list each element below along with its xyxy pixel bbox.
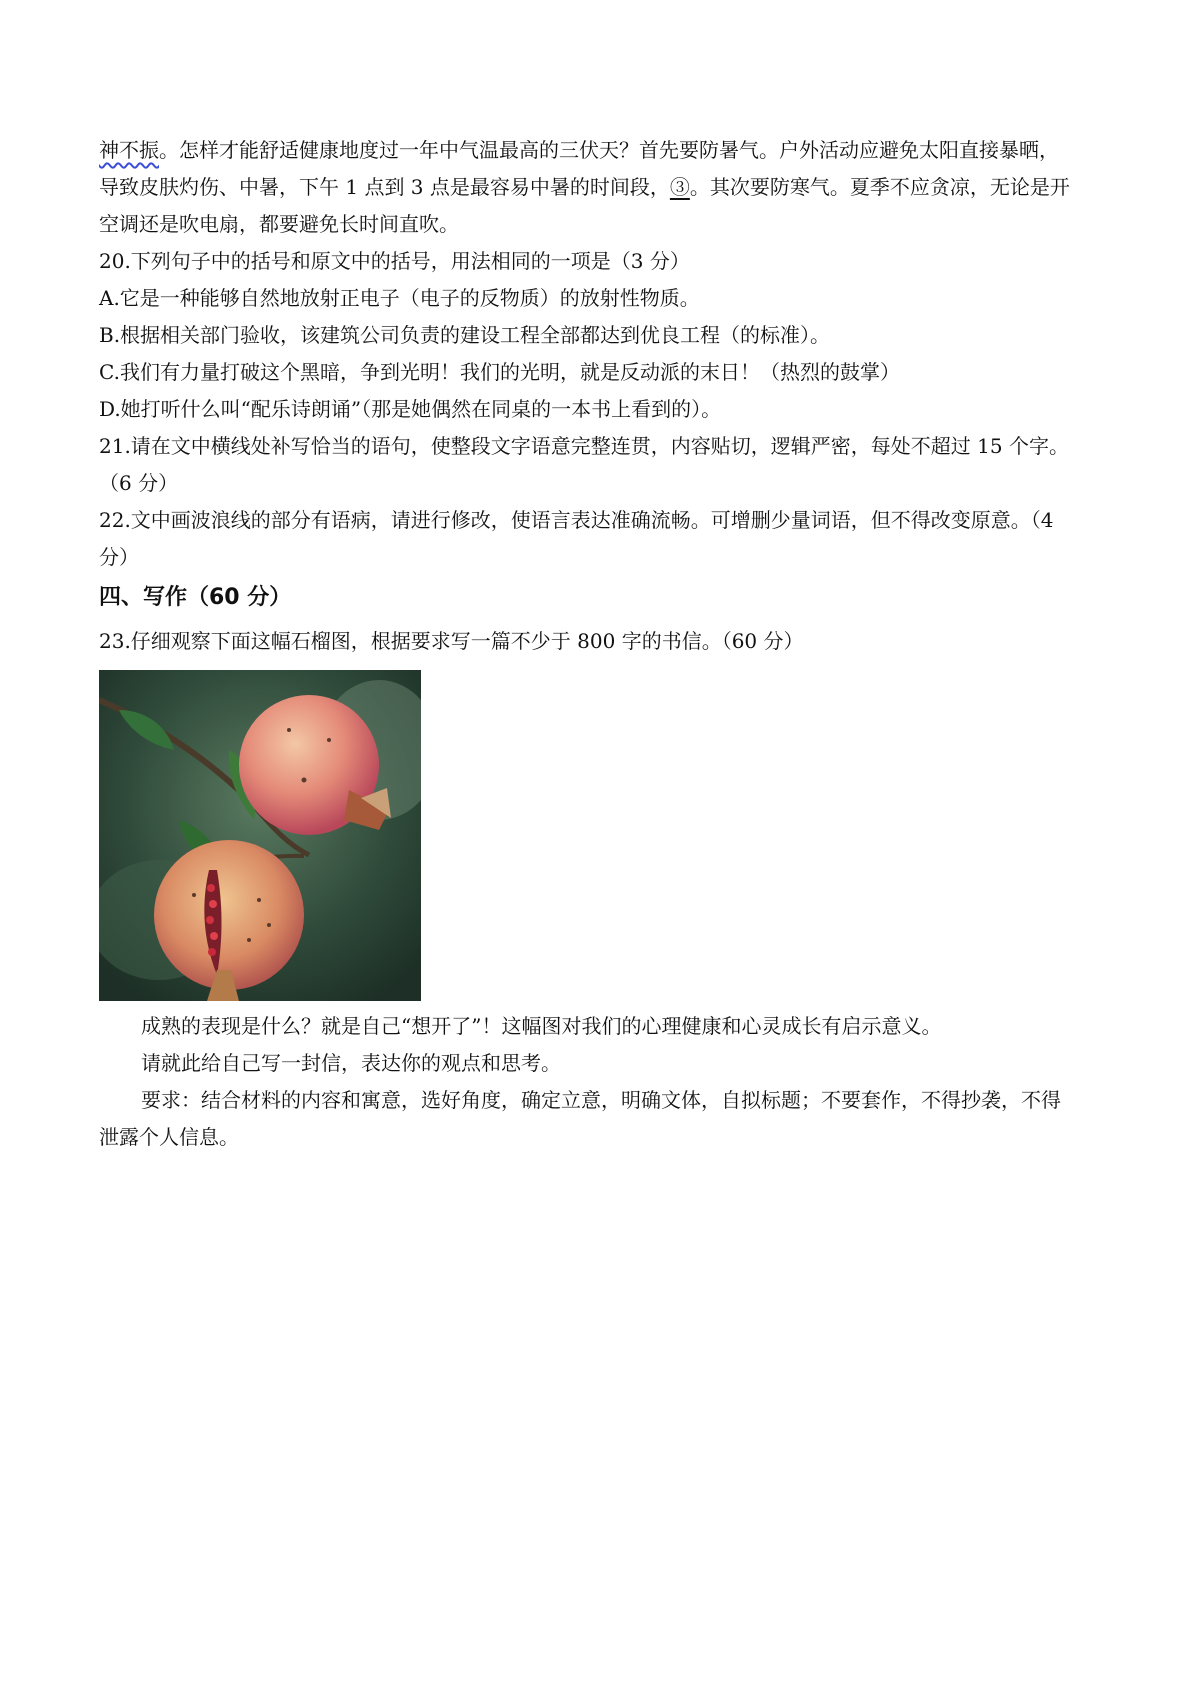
- question-20-option-d: D.她打听什么叫“配乐诗朗诵”（那是她偶然在同桌的一本书上看到的）。: [99, 397, 722, 421]
- passage-line-1: [99, 136, 1059, 164]
- question-21-line-1: 21.请在文中横线处补写恰当的语句，使整段文字语意完整连贯，内容贴切，逻辑严密，每处不超过 15 个字。: [99, 434, 1069, 458]
- section-4-heading: 四、写作（60 分）: [99, 585, 292, 610]
- question-22-line-1: 22.文中画波浪线的部分有语病，请进行修改，使语言表达准确流畅。可增删少量词语，但不得改变原意。（4: [99, 508, 1054, 532]
- question-20-option-a: A.它是一种能够自然地放射正电子（电子的反物质）的放射性物质。: [99, 286, 700, 310]
- question-21-line-2: （6 分）: [99, 471, 179, 495]
- passage-line-2-before: 导致皮肤灼伤、中暑，下午 1 点到 3 点是最容易中暑的时间段，: [99, 175, 670, 199]
- pomegranate-photo: [99, 670, 421, 1001]
- question-23-requirements-line-2: 泄露个人信息。: [99, 1125, 239, 1149]
- wavy-underlined-phrase: 神不振: [99, 138, 159, 162]
- question-20-option-b: B.根据相关部门验收，该建筑公司负责的建设工程全部都达到优良工程（的标准）。: [99, 323, 831, 347]
- question-23-paragraph-1: 成熟的表现是什么？就是自己“想开了”！这幅图对我们的心理健康和心灵成长有启示意义。: [141, 1014, 942, 1038]
- passage-line-3: 空调还是吹电扇，都要避免长时间直吹。: [99, 212, 459, 236]
- question-23-stem: 23.仔细观察下面这幅石榴图，根据要求写一篇不少于 800 字的书信。（60 分）: [99, 629, 804, 653]
- question-22-line-2: 分）: [99, 545, 139, 569]
- passage-line-2-after: 。其次要防寒气。夏季不应贪凉，无论是开: [689, 175, 1070, 199]
- passage-line-1-rest: 。怎样才能舒适健康地度过一年中气温最高的三伏天？首先要防暑气。户外活动应避免太阳直接暴晒，: [159, 138, 1059, 162]
- question-20-option-c: C.我们有力量打破这个黑暗，争到光明！我们的光明，就是反动派的末日！（热烈的鼓掌）: [99, 360, 900, 384]
- question-20-stem: 20.下列句子中的括号和原文中的括号，用法相同的一项是（3 分）: [99, 249, 690, 273]
- blank-mark-3: ③: [669, 175, 690, 199]
- question-23-paragraph-2: 请就此给自己写一封信，表达你的观点和思考。: [141, 1051, 561, 1075]
- passage-line-2: [99, 173, 1070, 201]
- question-23-requirements-line-1: 要求：结合材料的内容和寓意，选好角度，确定立意，明确文体，自拟标题；不要套作，不得抄袭，不得: [141, 1088, 1061, 1112]
